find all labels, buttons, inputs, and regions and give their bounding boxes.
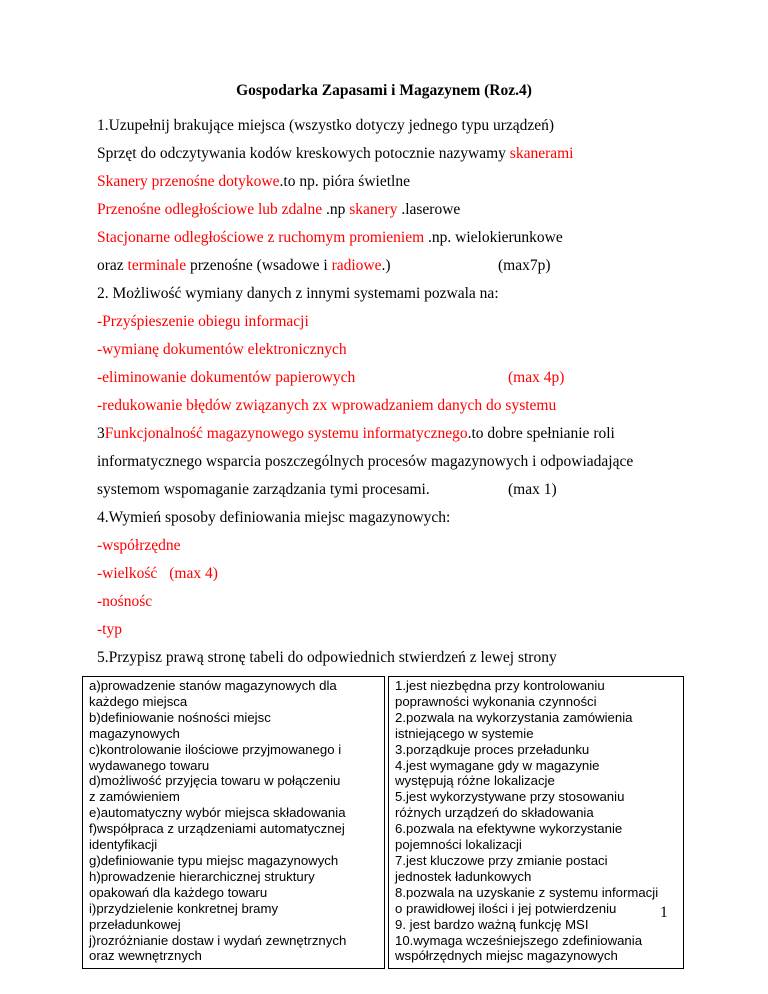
q1-answer-5: Stacjonarne odległościowe z ruchomym promieniem [97,229,425,246]
q3-line-2: informatycznego wsparcia poszczególnych procesów magazynowych i odpowiadające [97,453,634,470]
left-line: przeładunkowej [89,916,181,932]
left-line: oraz wewnętrznych [89,948,202,964]
q1-line-5 [97,257,391,275]
q4-line-2 [97,565,218,583]
q2-item-1: -Przyśpieszenie obiegu informacji [97,313,309,330]
q4-item-2: -wielkość [97,565,158,582]
q1-line-5-text-a: oraz [97,257,128,274]
left-line: f)współpraca z urządzeniami automatycznej [89,821,345,837]
q1-line-4-text: .np. wielokierunkowe [424,229,563,246]
left-line: b)definiowanie nośności miejsc [89,709,271,725]
q1-line-3 [97,201,460,219]
left-line: każdego miejsca [89,693,188,709]
q1-answer-3: Przenośne odległościowe lub zdalne [97,201,323,218]
left-line: c)kontrolowanie ilościowe przyjmowanego i [89,741,342,757]
q1-line-2 [97,173,410,191]
right-line: pojemności lokalizacji [395,837,522,853]
right-line: 7.jest kluczowe przy zmianie postaci [395,852,608,868]
right-line: 2.pozwala na wykorzystania zamówienia [395,709,633,725]
q1-line-2-text: .to np. pióra świetlne [279,173,410,190]
q3-number: 3 [97,425,105,442]
right-line: o prawidłowej ilości i jej potwierdzeniu [395,900,617,916]
q1-answer-1: skanerami [509,145,574,162]
q3-line-3: systemom wspomaganie zarządzania tymi procesami. [97,481,430,498]
q2-item-4: -redukowanie błędów związanych zx wprowadzaniem danych do systemu [97,397,557,414]
right-line: istniejącego w systemie [395,725,534,741]
left-line: identyfikacji [89,837,158,853]
right-line: 6.pozwala na efektywne wykorzystanie [395,821,623,837]
right-line: współrzędnych miejsc magazynowych [395,948,618,964]
page-number: 1 [660,904,668,921]
q1-answer-7: radiowe [331,257,382,274]
table-right-column [389,677,684,969]
left-line: opakowań dla każdego towaru [89,884,268,900]
q4-heading: 4.Wymień sposoby definiowania miejsc magazynowych: [97,509,451,526]
q2-item-2: -wymianę dokumentów elektronicznych [97,341,347,358]
left-line: g)definiowanie typu miejsc magazynowych [89,852,339,868]
q4-item-4: -typ [97,621,122,638]
left-line: j)rozróżnianie dostaw i wydań zewnętrznych [89,932,347,948]
q3-line-1 [97,425,615,443]
q3-answer: Funkcjonalność magazynowego systemu informatycznego [104,425,468,442]
right-line: 1.jest niezbędna przy kontrolowaniu [395,678,605,693]
q1-answer-6: terminale [127,257,187,274]
q1-points: (max7p) [498,257,551,274]
q2-heading: 2. Możliwość wymiany danych z innymi systemami pozwala na: [97,285,499,302]
right-line: różnych urządzeń do składowania [395,805,594,821]
q2-points: (max 4p) [508,369,565,386]
right-line: poprawności wykonania czynności [395,693,597,709]
matching-table [82,676,684,969]
right-line: jednostek ładunkowych [395,868,532,884]
q2-item-3: -eliminowanie dokumentów papierowych [97,369,356,386]
q4-points: (max 4) [169,565,218,582]
left-line: magazynowych [89,725,180,741]
table-left-column [83,677,385,969]
left-line: h)prowadzenie hierarchicznej struktury [89,868,315,884]
q1-line-5-text-b: przenośne (wsadowe i [186,257,332,274]
q1-line-5-text-c: .) [381,257,391,274]
q3-points: (max 1) [508,481,557,498]
q1-line-1 [97,145,573,163]
right-line: 4.jest wymagane gdy w magazynie [395,757,600,773]
q1-line-3-text-b: .laserowe [397,201,461,218]
table-row [83,677,684,969]
right-line: 8.pozwala na uzyskanie z systemu informacji [395,884,659,900]
right-line: 9. jest bardzo ważną funkcję MSI [395,916,589,932]
q1-line-3-text-a: .np [322,201,350,218]
left-line: wydawanego towaru [89,757,210,773]
left-line: i)przydzielenie konkretnej bramy [89,900,279,916]
left-line: a)prowadzenie stanów magazynowych dla [89,678,337,693]
right-line: 10.wymaga wcześniejszego zdefiniowania [395,932,643,948]
q1-line-1-text: Sprzęt do odczytywania kodów kreskowych potocznie nazywamy [97,145,510,162]
left-line: e)automatyczny wybór miejsca składowania [89,805,346,821]
q4-item-3: -nośnośc [97,593,153,610]
q1-line-4 [97,229,563,247]
left-line: d)możliwość przyjęcia towaru w połączeniu [89,773,341,789]
q1-answer-2: Skanery przenośne dotykowe [97,173,280,190]
right-line: 5.jest wykorzystywane przy stosowaniu [395,789,625,805]
document-title: Gospodarka Zapasami i Magazynem (Roz.4) [236,82,532,99]
q1-answer-4: skanery [349,201,398,218]
right-line: występują różne lokalizacje [395,773,555,789]
q3-line-1-text: .to dobre spełnianie roli [467,425,615,442]
left-line: z zamówieniem [89,789,180,805]
q5-heading: 5.Przypisz prawą stronę tabeli do odpowiednich stwierdzeń z lewej strony [97,649,557,666]
q4-item-1: -współrzędne [97,537,181,554]
q1-heading: 1.Uzupełnij brakujące miejsca (wszystko dotyczy jednego typu urządzeń) [97,117,555,134]
right-line: 3.porządkuje proces przeładunku [395,741,590,757]
